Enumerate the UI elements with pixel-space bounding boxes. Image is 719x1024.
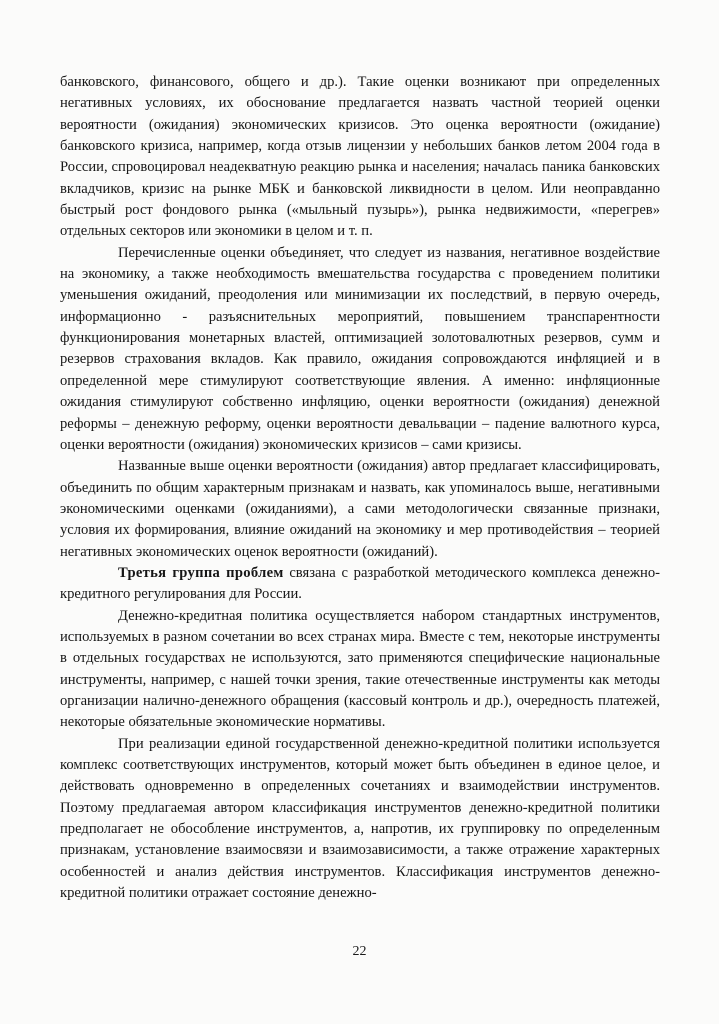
paragraph-3-text: Названные выше оценки вероятности (ожидания) автор предлагает классифицировать, объединить по общим характерным признакам и назвать, как упоминалось выше, негативными экономическими оценками (ожиданиями), а сами методологически связанные признаки, условия их формирования, влияние ожиданий на экономику и мер противодействия – теорией негативных экономических оценок вероятности (ожиданий).	[60, 458, 660, 560]
paragraph-1	[60, 72, 660, 243]
paragraph-4	[60, 563, 660, 606]
paragraph-4-heading: Третья группа проблем	[118, 564, 284, 581]
paragraph-6	[60, 734, 660, 905]
paragraph-6-text: При реализации единой государственной денежно-кредитной политики используется комплекс соответствующих инструментов, который может быть объединен в единое целое, и действовать одновременно в определенных сочетаниях и взаимодействии инструментов. Поэтому предлагаемая автором классификация инструментов денежно-кредитной политики предполагает не обособление инструментов, а, напротив, их группировку по определенным признакам, установление взаимосвязи и взаимозависимости, а также отражение характерных особенностей и анализ действия инструментов. Классификация инструментов денежно-кредитной политики отражает состояние денежно-	[60, 735, 660, 902]
paragraph-3	[60, 456, 660, 563]
body-text	[60, 72, 660, 904]
paragraph-2-text: Перечисленные оценки объединяет, что следует из названия, негативное воздействие на экономику, а также необходимость вмешательства государства с проведением политики уменьшения ожиданий, преодоления или минимизации их последствий, в первую очередь, информационно - разъяснительных мероприятий, повышением транспарентности функционирования монетарных властей, оптимизацией золотовалютных резервов, сумм и резервов страхования вкладов. Как правило, ожидания сопровождаются инфляцией и в определенной мере стимулируют соответствующие явления. А именно: инфляционные ожидания стимулируют собственно инфляцию, оценки вероятности (ожидания) денежной реформы – денежную реформу, оценки вероятности девальвации – падение валютного курса, оценки вероятности (ожидания) экономических кризисов – сами кризисы.	[60, 244, 660, 453]
paragraph-2	[60, 243, 660, 456]
paragraph-1-text: банковского, финансового, общего и др.). Такие оценки возникают при определенных негативных условиях, их обоснование предлагается назвать частной теорией оценки вероятности (ожидания) экономических кризисов. Это оценка вероятности (ожидание) банковского кризиса, например, когда отзыв лицензии у небольших банков летом 2004 года в России, спровоцировал неадекватную реакцию рынка и населения; началась паника банковских вкладчиков, кризис на рынке МБК и банковской ликвидности в целом. Или неоправданно быстрый рост фондового рынка («мыльный пузырь»), рынка недвижимости, «перегрев» отдельных секторов или экономики в целом и т. п.	[60, 74, 660, 240]
paragraph-4-text: связана с разработкой методического комплекса денежно-кредитного регулирования для России.	[60, 564, 660, 603]
paragraph-5-text: Денежно-кредитная политика осуществляется набором стандартных инструментов, используемых в разном сочетании во всех странах мира. Вместе с тем, некоторые инструменты в отдельных государствах не используются, зато применяются специфические национальные инструменты, например, с нашей точки зрения, такие отечественные инструменты как методы организации налично-денежного обращения (кассовый контроль и др.), очередность платежей, некоторые обязательные экономические нормативы.	[60, 607, 660, 731]
paragraph-5	[60, 606, 660, 734]
page-number: 22	[352, 944, 367, 959]
